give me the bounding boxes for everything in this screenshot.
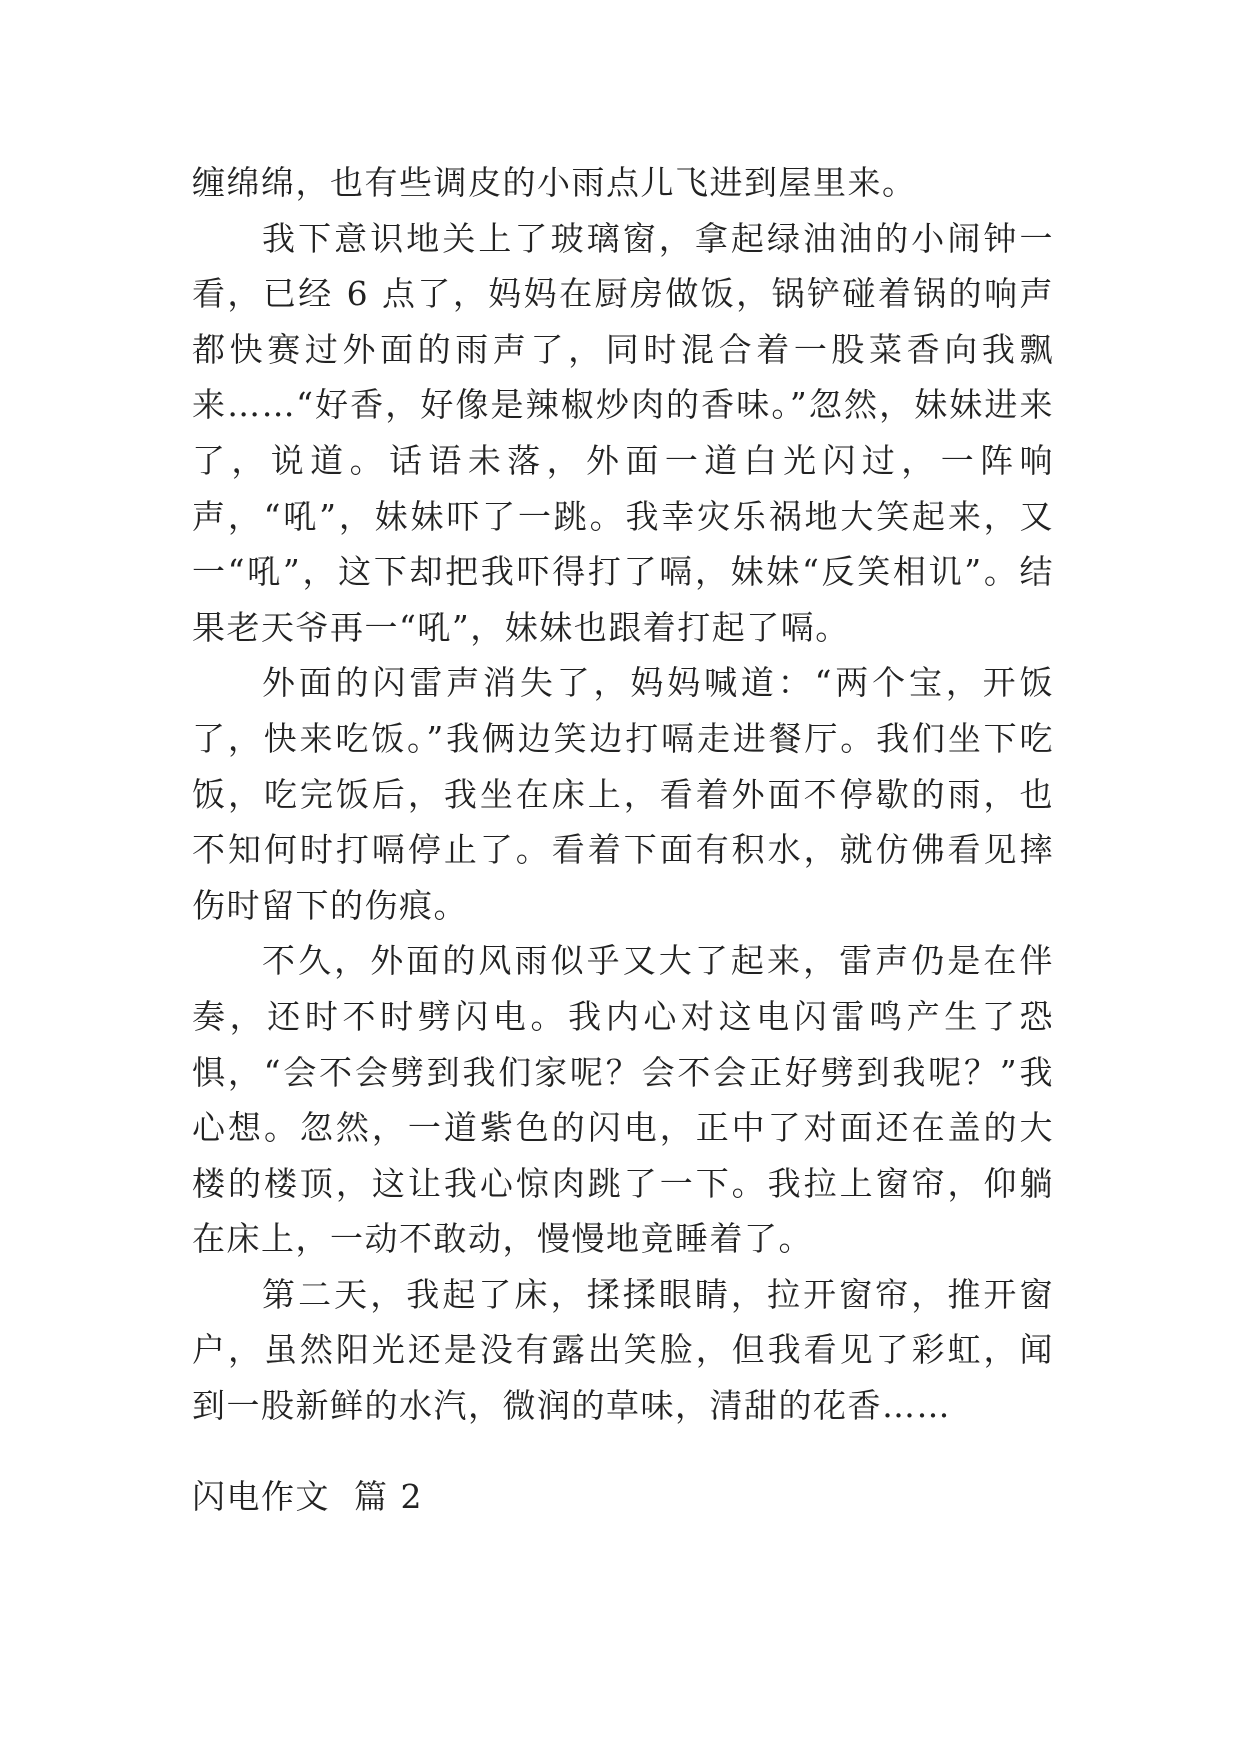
paragraph-2: 我下意识地关上了玻璃窗，拿起绿油油的小闹钟一看，已经 6 点了，妈妈在厨房做饭，锅铲碰着锅的响声都快赛过外面的雨声了，同时混合着一股菜香向我飘来……“好香，好像是辣椒炒肉的香味。”忽然，妹妹进来了，说道。话语未落，外面一道白光闪过，一阵响声，“吼”，妹妹吓了一跳。我幸灾乐祸地大笑起来，又一“吼”，这下却把我吓得打了嗝，妹妹“反笑相讥”。结果老天爷再一“吼”，妹妹也跟着打起了嗝。: [192, 218, 1054, 647]
paragraph-1: 缠绵绵，也有些调皮的小雨点儿飞进到屋里来。: [192, 163, 917, 202]
paragraph-4: 不久，外面的风雨似乎又大了起来，雷声仍是在伴奏，还时不时劈闪电。我内心对这电闪雷鸣产生了恐惧，“会不会劈到我们家呢？会不会正好劈到我呢？”我心想。忽然，一道紫色的闪电，正中了对面还在盖的大楼的楼顶，这让我心惊肉跳了一下。我拉上窗帘，仰躺在床上，一动不敢动，慢慢地竟睡着了。: [192, 941, 1054, 1259]
paragraph-3: 外面的闪雷声消失了，妈妈喊道：“两个宝，开饭了，快来吃饭。”我俩边笑边打嗝走进餐厅。我们坐下吃饭，吃完饭后，我坐在床上，看着外面不停歇的雨，也不知何时打嗝停止了。看着下面有积水，就仿佛看见摔伤时留下的伤痕。: [192, 663, 1054, 925]
section-heading: 闪电作文 篇 2: [192, 1477, 423, 1516]
paragraph-5: 第二天，我起了床，揉揉眼睛，拉开窗帘，推开窗户，虽然阳光还是没有露出笑脸，但我看见了彩虹，闻到一股新鲜的水汽，微润的草味，清甜的花香……: [192, 1274, 1054, 1426]
essay-body: [192, 155, 1054, 1434]
